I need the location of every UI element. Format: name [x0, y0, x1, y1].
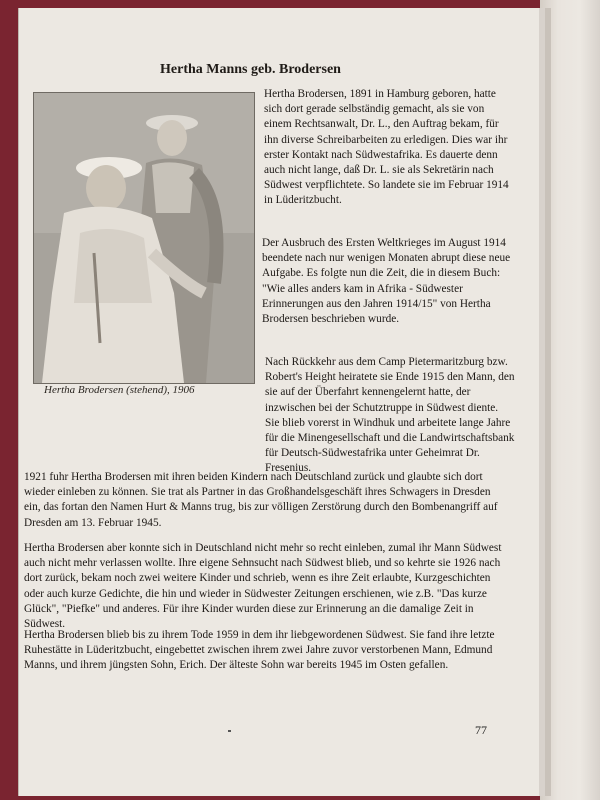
paragraph-1: Hertha Brodersen, 1891 in Hamburg geboren, hatte sich dort gerade selbständig gemacht, als sie von einem Rechtsanwalt, Dr. L., den Auftrag bekam, für ihn diverse Schreibarbeiten zu erledigen. Dies war ihr erster Kontakt nach Südwestafrika. Es dauerte denn auch nicht lange, daß Dr. L. sie als Sekretärin nach Südwest verpflichtete. So landete sie im Februar 1914 in Lüderitzbucht.	[264, 88, 509, 207]
photo-caption: Hertha Brodersen (stehend), 1906	[44, 384, 195, 396]
paragraph-5: Hertha Brodersen aber konnte sich in Deutschland nicht mehr so recht einleben, zumal ihr Mann Südwest auch nicht mehr verlassen wollte. Ihre eigene Sehnsucht nach Südwest blieb, und so kehrte sie 1926 nach dort zurück, bekam noch zwei weitere Kinder und schrieb, wenn es ihre Zeit erlaubte, Kurzgeschichten oder auch kurze Gedichte, die hin und wieder in Südwester Zeitungen erschienen, wie z.B. "Das kurze Glück", "Piefke" und anderes. Für ihre Kinder wurden diese zur Erinnerung an die damalige Zeit in Südwest.	[24, 542, 502, 631]
page-edge	[540, 0, 600, 800]
page-number: 77	[475, 723, 487, 737]
paragraph-4: 1921 fuhr Hertha Brodersen mit ihren beiden Kindern nach Deutschland zurück und glaubte sich dort wieder einleben zu können. Sie trat als Partner in das Großhandelsgeschäft ihres Schwagers in Dresden ein, das fortan den Namen Hurt & Manns trug, bis zur völligen Zerstörung durch den Bombenangriff auf Dresden am 13. Februar 1945.	[24, 471, 498, 529]
portrait-photo	[33, 92, 255, 384]
portrait-photo-image	[34, 93, 254, 383]
page-title: Hertha Manns geb. Brodersen	[160, 62, 341, 77]
paragraph-3: Nach Rückkehr aus dem Camp Pietermaritzburg bzw. Robert's Height heiratete sie Ende 1915 den Mann, den sie auf der Überfahrt kennengelernt hatte, der inzwischen bei der Schutztruppe in Südwest diente. Sie blieb vorerst in Windhuk und arbeitete lange Jahre für die Minengesellschaft und die Landwirtschaftsbank für Deutsch-Südwestafrika unter Geheimrat Dr. Fresenius.	[265, 356, 515, 475]
paragraph-6: Hertha Brodersen blieb bis zu ihrem Tode 1959 in dem ihr liebgewordenen Südwest. Sie fand ihre letzte Ruhestätte in Lüderitzbucht, eingebettet zwischen ihrem zwei Jahre zuvor verstorbenen Mann, Edmund Manns, und ihrem jüngsten Sohn, Erich. Der älteste Sohn war bereits 1945 im Osten gefallen.	[24, 629, 495, 672]
paragraph-2: Der Ausbruch des Ersten Weltkrieges im August 1914 beendete nach nur wenigen Monaten abrupt diese neue Aufgabe. Es folgte nun die Zeit, die in diesem Buch: "Wie alles anders kam in Afrika - Südwester Erinnerungen aus den Jahren 1914/15" von Hertha Brodersen beschrieben wurde.	[262, 237, 511, 326]
print-mark	[228, 730, 231, 732]
